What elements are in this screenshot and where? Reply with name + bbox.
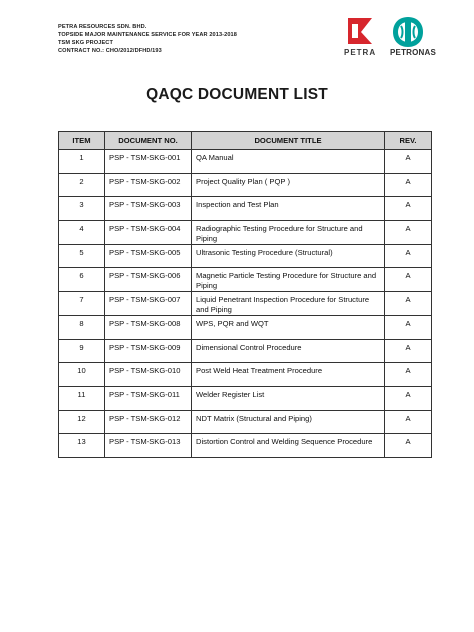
row-rev: A	[385, 410, 432, 434]
table-row	[59, 434, 432, 458]
row-rev: A	[385, 386, 432, 410]
row-document-title: Post Weld Heat Treatment Procedure	[192, 363, 385, 387]
row-document-no: PSP - TSM-SKG-004	[105, 221, 192, 245]
row-document-title: Project Quality Plan ( PQP )	[192, 173, 385, 197]
row-document-no: PSP - TSM-SKG-013	[105, 434, 192, 458]
row-document-no: PSP - TSM-SKG-005	[105, 244, 192, 268]
row-document-title: Liquid Penetrant Inspection Procedure for Structure and Piping	[192, 292, 385, 316]
row-document-no: PSP - TSM-SKG-009	[105, 339, 192, 363]
company-header	[58, 23, 237, 55]
document-list-table	[58, 131, 432, 458]
table-row	[59, 221, 432, 245]
row-item: 2	[59, 173, 105, 197]
table-row	[59, 386, 432, 410]
header-document-title: DOCUMENT TITLE	[192, 132, 385, 150]
row-document-no: PSP - TSM-SKG-006	[105, 268, 192, 292]
petronas-logo	[390, 16, 442, 62]
row-document-title: NDT Matrix (Structural and Piping)	[192, 410, 385, 434]
petra-wordmark: PETRA	[344, 48, 377, 57]
row-item: 1	[59, 150, 105, 174]
row-document-title: Welder Register List	[192, 386, 385, 410]
row-document-no: PSP - TSM-SKG-007	[105, 292, 192, 316]
row-document-no: PSP - TSM-SKG-010	[105, 363, 192, 387]
row-document-title: Inspection and Test Plan	[192, 197, 385, 221]
row-item: 6	[59, 268, 105, 292]
row-document-title: Dimensional Control Procedure	[192, 339, 385, 363]
row-item: 11	[59, 386, 105, 410]
row-item: 9	[59, 339, 105, 363]
row-document-title: Distortion Control and Welding Sequence Procedure	[192, 434, 385, 458]
row-rev: A	[385, 197, 432, 221]
table-row	[59, 268, 432, 292]
row-item: 3	[59, 197, 105, 221]
header-line-company: PETRA RESOURCES SDN. BHD.	[58, 24, 147, 30]
table-row	[59, 410, 432, 434]
row-rev: A	[385, 173, 432, 197]
row-rev: A	[385, 244, 432, 268]
row-rev: A	[385, 268, 432, 292]
row-item: 12	[59, 410, 105, 434]
table-row	[59, 244, 432, 268]
row-document-no: PSP - TSM-SKG-001	[105, 150, 192, 174]
row-document-no: PSP - TSM-SKG-003	[105, 197, 192, 221]
table-header-row	[59, 132, 432, 150]
row-rev: A	[385, 363, 432, 387]
table-row	[59, 315, 432, 339]
table-row	[59, 150, 432, 174]
row-document-no: PSP - TSM-SKG-011	[105, 386, 192, 410]
row-document-title: Magnetic Particle Testing Procedure for Structure and Piping	[192, 268, 385, 292]
row-rev: A	[385, 221, 432, 245]
page-title: QAQC DOCUMENT LIST	[146, 86, 328, 103]
row-item: 10	[59, 363, 105, 387]
header-line-service: TOPSIDE MAJOR MAINTENANCE SERVICE FOR YEAR 2013-2018	[58, 32, 237, 38]
header-line-project: TSM SKG PROJECT	[58, 40, 113, 46]
row-document-no: PSP - TSM-SKG-012	[105, 410, 192, 434]
table-row	[59, 173, 432, 197]
table-row	[59, 292, 432, 316]
table-row	[59, 197, 432, 221]
petronas-logo-icon	[390, 16, 426, 48]
header-item: ITEM	[59, 132, 105, 150]
table-row	[59, 363, 432, 387]
row-document-title: QA Manual	[192, 150, 385, 174]
header-line-contract: CONTRACT NO.: CHO/2012/DFHD/193	[58, 48, 162, 54]
row-rev: A	[385, 150, 432, 174]
row-item: 13	[59, 434, 105, 458]
row-rev: A	[385, 292, 432, 316]
row-document-no: PSP - TSM-SKG-008	[105, 315, 192, 339]
row-rev: A	[385, 434, 432, 458]
row-item: 5	[59, 244, 105, 268]
row-rev: A	[385, 315, 432, 339]
table-row	[59, 339, 432, 363]
header-document-no: DOCUMENT NO.	[105, 132, 192, 150]
row-document-title: Ultrasonic Testing Procedure (Structural)	[192, 244, 385, 268]
row-rev: A	[385, 339, 432, 363]
row-document-title: Radiographic Testing Procedure for Structure and Piping	[192, 221, 385, 245]
row-document-title: WPS, PQR and WQT	[192, 315, 385, 339]
header-rev: REV.	[385, 132, 432, 150]
row-document-no: PSP - TSM-SKG-002	[105, 173, 192, 197]
row-item: 4	[59, 221, 105, 245]
row-item: 7	[59, 292, 105, 316]
petra-logo	[344, 16, 378, 62]
petronas-wordmark: PETRONAS	[390, 48, 437, 57]
row-item: 8	[59, 315, 105, 339]
logo-group	[340, 16, 440, 62]
petra-logo-icon	[344, 16, 374, 46]
